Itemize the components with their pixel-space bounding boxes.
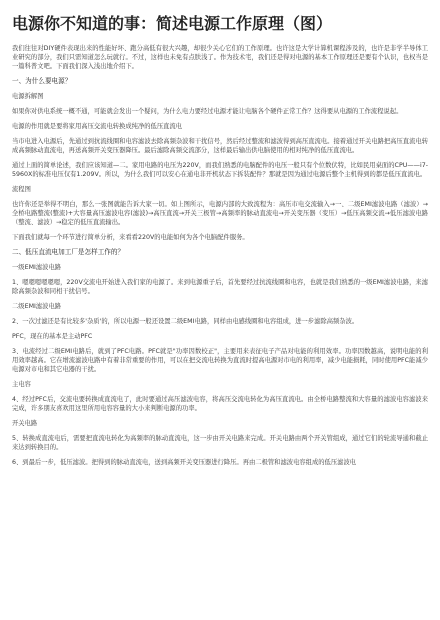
paragraph-step4: 4、经过PFC后，交流电要转换成直流电了，此时要通过高压滤波电容，将高压交流电转化为高压直流电。由全桥电路整流和大容量的滤波电容滤波来完成，许多朋友喜欢用这里所用电容容量的大小来判断电源的功率。 xyxy=(12,396,428,412)
subheading-disassembly: 电源拆解图 xyxy=(12,93,44,100)
subheading-emi1: 一级EMI滤波电路 xyxy=(12,264,62,271)
paragraph-flow: 也许你还是举得不明白，那么一张图就能告诉大家一切。如上图所示，电源内部的大致流程为：高压市电交流输入→一、二级EMI滤波电路（滤波）→全桥电路整流(整流)+大容量高压滤波电容(滤波)→高压直流→开关三极管→高频率的脉动直流电→开关变压器（变压）→低压高频交流→低压滤波电路（整流、滤波）→稳定的低压直流输出。 xyxy=(12,201,428,226)
paragraph-question: 如果你对供电系统一概不通，可能就会发出一个疑问，为什么电力要经过电源才能让电脑各个硬件正常工作？这得要从电源的工作流程说起。 xyxy=(12,108,403,115)
subheading-main-capacitor: 主电容 xyxy=(12,381,31,388)
subheading-pfc: PFC，现在的基本是主动PFC xyxy=(12,333,93,340)
paragraph-voltage: 通过上面的简单论述，我们应该知道—二。家用电路的电压为220V，而我们熟悉的电脑配件的电压一般只有个位数伏特，比如民用桌面的CPU——i7-5960X的标准电压仅有1.209V。所以，为什么我们可以安心在通电非开机状态下拆装配件？那就是因为通过电源后整个主机得到的都是低压直流电。 xyxy=(12,162,428,178)
subheading-switch-circuit: 开关电路 xyxy=(12,420,38,427)
paragraph-step3: 3、电流经过二级EMI电路后，就到了PFC电路。PFC就是"功率因数校正"，主要用来表征电子产品对电能的利用效率。功率因数越高，说明电能的利用效率越高。它在增流滤波电路中有着非常重要的作用，可以在把交流电转换为直流时提高电源对市电的利用率，减少电能损耗，同时使用PFC能减少电源对市电和其它电器的干扰。 xyxy=(12,348,428,373)
paragraph-analysis-intro: 下面我们就每一个环节进行简单分析，来看看220V的电能如何为各个电脑配件服务。 xyxy=(12,234,249,241)
paragraph-step1: 1、嗯嗯嗯嗯嗯嗯，220V交流电开始进入我们家的电源了。来到电源重子后，首先要经过抗流线圈和电容，也就是我们熟悉的一级EMI滤波电路，来滤除高频杂波和同相干扰信号。 xyxy=(12,279,428,295)
paragraph-step2: 2、一次过滤还是有比较多'杂质'的，所以电源一般还设置二级EMI电路，同样由电感线圈和电容组成，进一步滤除高频杂波。 xyxy=(12,318,359,325)
intro-paragraph: 我们往往对DIY硬件表现出来的性能好坏、跑分高低有很大兴趣，却很少关心它们的工作原理。也许这是大学计算机课程涉及的，也许是非学半导体工业研究的部分，我们只需知道怎么玩就行。不过，这样也未免有点肤浅了。作为技术宅，我们还是得对电源的基本工作原理还是要有个认识，也权当是一篇科普文吧。下面我们深入浅出地介绍下。 xyxy=(12,45,428,70)
paragraph-process: 当市电进入电源后，先通过到抗流线圈和电容滤波去除高频杂波和干扰信号，然后经过整流和滤波得到高压直流电。接着通过开关电路把高压直流电转成高频脉动直流电，再送高频开关变压器降压。最后滤除高频交流部分，这样最后输出供电脑使用的相对纯净的低压直流电。 xyxy=(12,138,428,154)
paragraph-step5: 5、转换成直流电后，需要把直流电转化为高频率的脉动直流电，这一步由开关电路来完成。开关电路由两个开关管组成，通过它们的轮流导通和截止来达到转换目的。 xyxy=(12,435,428,451)
subheading-emi2: 二级EMI滤波电路 xyxy=(12,303,62,310)
paragraph-function: 电源的作用就是要将家用高压交流电转换成纯净的低压直流电 xyxy=(12,123,183,130)
subheading-flowchart: 流程图 xyxy=(12,186,31,193)
section-heading-how-it-works: 二、低压直流电加工厂是怎样工作的？ xyxy=(12,248,125,256)
paragraph-step6: 6、到最后一步，低压滤波。把得到的脉动直流电，送到高频开关变压器进行降压。再由二极管和滤波电容组成的低压滤波电 xyxy=(12,459,357,466)
section-heading-why-power: 一、为什么要电源？ xyxy=(12,77,72,85)
article-title: 电源你不知道的事：简述电源工作原理（图） xyxy=(12,14,333,33)
